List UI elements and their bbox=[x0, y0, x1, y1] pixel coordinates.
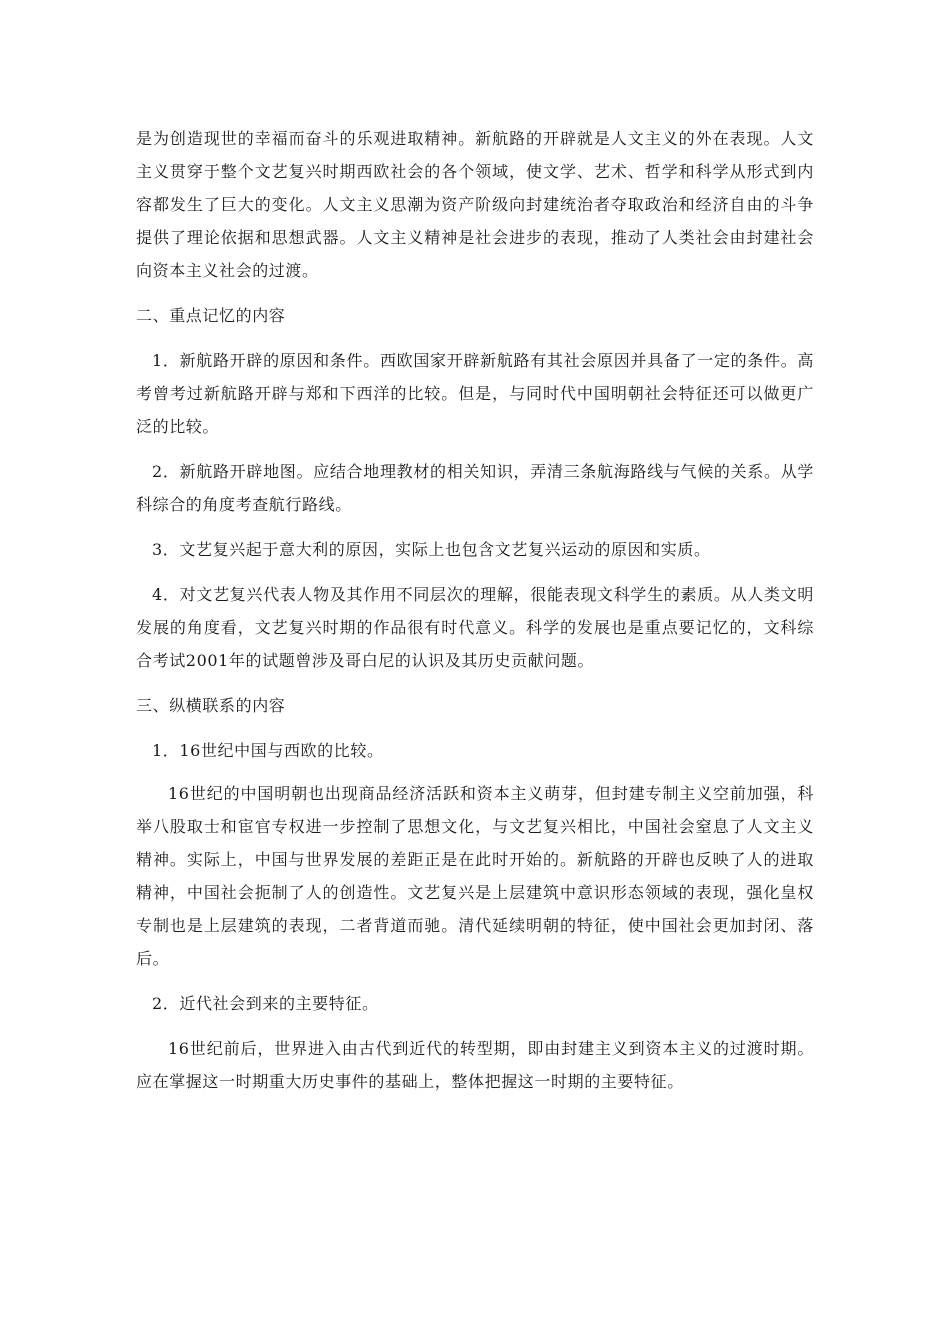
section-heading-connections: 三、纵横联系的内容 bbox=[136, 696, 286, 715]
list-item-3: 3．文艺复兴起于意大利的原因，实际上也包含文艺复兴运动的原因和实质。 bbox=[152, 540, 711, 559]
list-item-1: 1．新航路开辟的原因和条件。西欧国家开辟新航路有其社会原因并具备了一定的条件。高考曾考过新航路开辟与郑和下西洋的比较。但是，与同时代中国明朝社会特征还可以做更广泛的比较。 bbox=[136, 351, 814, 436]
paragraph-china-europe: 16世纪的中国明朝也出现商品经济活跃和资本主义萌芽，但封建专制主义空前加强，科举八股取士和宦官专权进一步控制了思想文化，与文艺复兴相比，中国社会窒息了人文主义精神。实际上，中国与世界发展的差距正是在此时开始的。新航路的开辟也反映了人的进取精神，中国社会扼制了人的创造性。文艺复兴是上层建筑中意识形态领域的表现，强化皇权专制也是上层建筑的表现，二者背道而驰。清代延续明朝的特征，使中国社会更加封闭、落后。 bbox=[136, 784, 814, 968]
section-heading-key-memory: 二、重点记忆的内容 bbox=[136, 306, 286, 325]
document-page bbox=[136, 122, 814, 1098]
subheading-china-europe: 1．16世纪中国与西欧的比较。 bbox=[152, 741, 384, 760]
paragraph-humanism: 是为创造现世的幸福而奋斗的乐观进取精神。新航路的开辟就是人文主义的外在表现。人文主义贯穿于整个文艺复兴时期西欧社会的各个领域，使文学、艺术、哲学和科学从形式到内容都发生了巨大的变化。人文主义思潮为资产阶级向封建统治者夺取政治和经济自由的斗争提供了理论依据和思想武器。人文主义精神是社会进步的表现，推动了人类社会由封建社会向资本主义社会的过渡。 bbox=[136, 129, 814, 280]
paragraph-modern-society: 16世纪前后，世界进入由古代到近代的转型期，即由封建主义到资本主义的过渡时期。应在掌握这一时期重大历史事件的基础上，整体把握这一时期的主要特征。 bbox=[136, 1039, 814, 1091]
list-item-2: 2．新航路开辟地图。应结合地理教材的相关知识，弄清三条航海路线与气候的关系。从学科综合的角度考查航行路线。 bbox=[136, 462, 814, 514]
list-item-4: 4．对文艺复兴代表人物及其作用不同层次的理解，很能表现文科学生的素质。从人类文明发展的角度看，文艺复兴时期的作品很有时代意义。科学的发展也是重点要记忆的，文科综合考试2001年的试题曾涉及哥白尼的认识及其历史贡献问题。 bbox=[136, 585, 814, 670]
subheading-modern-society: 2．近代社会到来的主要特征。 bbox=[152, 994, 379, 1013]
